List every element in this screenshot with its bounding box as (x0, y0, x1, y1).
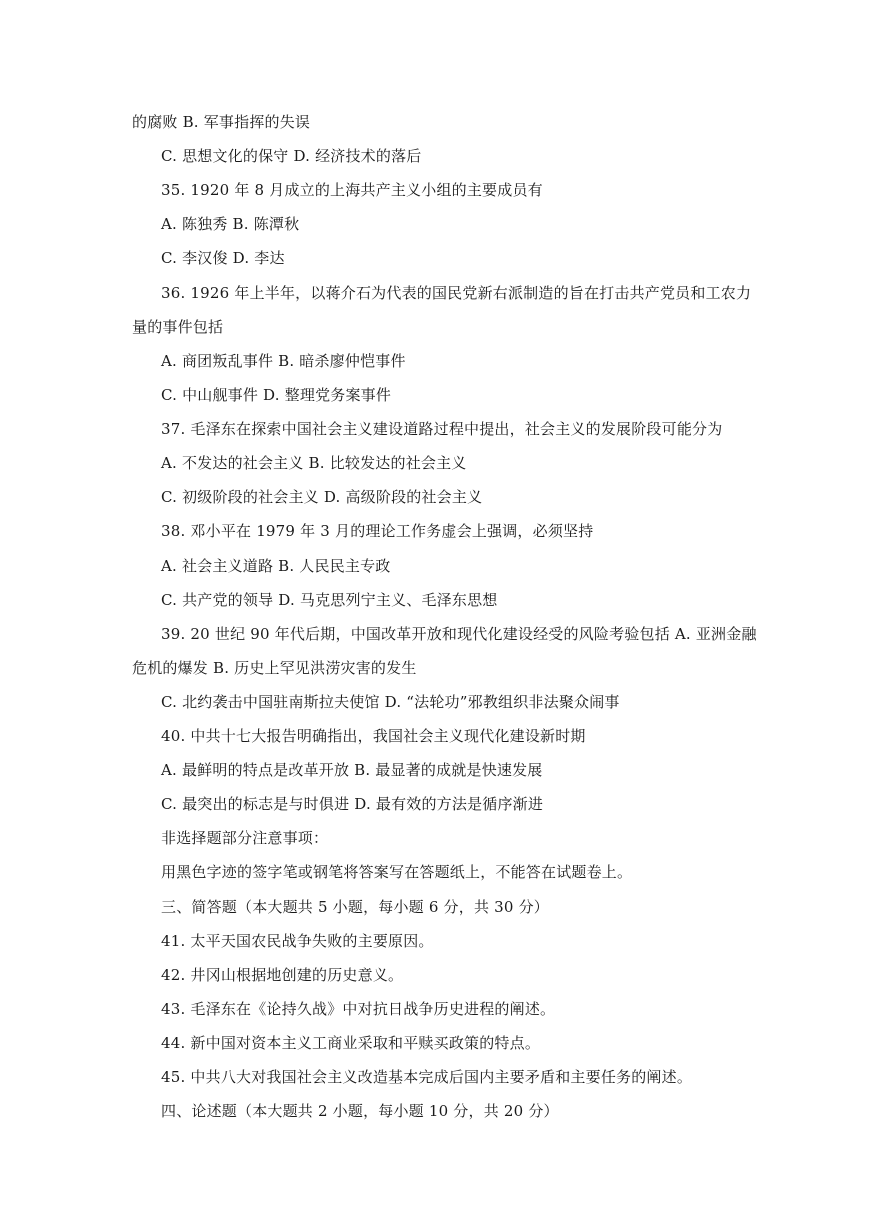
section-heading-short-answer: 三、简答题（本大题共 5 小题，每小题 6 分，共 30 分） (161, 898, 549, 916)
text-line: C. 初级阶段的社会主义 D. 高级阶段的社会主义 (161, 488, 483, 506)
question-42: 42. 井冈山根据地创建的历史意义。 (161, 966, 404, 984)
question-36: 36. 1926 年上半年，以蒋介石为代表的国民党新右派制造的旨在打击共产党员和工农力 (161, 284, 752, 302)
text-line: A. 商团叛乱事件 B. 暗杀廖仲恺事件 (161, 352, 406, 370)
text-line: C. 中山舰事件 D. 整理党务案事件 (161, 386, 392, 404)
text-line: A. 不发达的社会主义 B. 比较发达的社会主义 (161, 454, 467, 472)
question-35: 35. 1920 年 8 月成立的上海共产主义小组的主要成员有 (161, 181, 543, 199)
text-line: C. 最突出的标志是与时俱进 D. 最有效的方法是循序渐进 (161, 795, 544, 813)
text-line: A. 最鲜明的特点是改革开放 B. 最显著的成就是快速发展 (161, 761, 543, 779)
section-note-text: 用黑色字迹的签字笔或钢笔将答案写在答题纸上，不能答在试题卷上。 (161, 863, 633, 881)
question-41: 41. 太平天国农民战争失败的主要原因。 (161, 932, 434, 950)
question-40: 40. 中共十七大报告明确指出，我国社会主义现代化建设新时期 (161, 727, 586, 745)
text-line: C. 思想文化的保守 D. 经济技术的落后 (161, 147, 422, 165)
question-38: 38. 邓小平在 1979 年 3 月的理论工作务虚会上强调，必须坚持 (161, 522, 594, 540)
text-line: 的腐败 B. 军事指挥的失误 (132, 113, 311, 131)
text-line: C. 李汉俊 D. 李达 (161, 249, 285, 267)
question-43: 43. 毛泽东在《论持久战》中对抗日战争历史进程的阐述。 (161, 1000, 556, 1018)
question-37: 37. 毛泽东在探索中国社会主义建设道路过程中提出，社会主义的发展阶段可能分为 (161, 420, 723, 438)
section-note-heading: 非选择题部分注意事项： (161, 829, 329, 847)
text-line: 危机的爆发 B. 历史上罕见洪涝灾害的发生 (132, 659, 417, 677)
question-45: 45. 中共八大对我国社会主义改造基本完成后国内主要矛盾和主要任务的阐述。 (161, 1068, 693, 1086)
text-line: C. 北约袭击中国驻南斯拉夫使馆 D. “法轮功”邪教组织非法聚众闹事 (161, 693, 620, 711)
text-line: A. 陈独秀 B. 陈潭秋 (161, 215, 300, 233)
text-line: 量的事件包括 (132, 318, 224, 336)
question-44: 44. 新中国对资本主义工商业采取和平赎买政策的特点。 (161, 1034, 541, 1052)
question-39: 39. 20 世纪 90 年代后期，中国改革开放和现代化建设经受的风险考验包括 A. 亚洲金融 (161, 625, 757, 643)
text-line: A. 社会主义道路 B. 人民民主专政 (161, 557, 391, 575)
section-heading-essay: 四、论述题（本大题共 2 小题，每小题 10 分，共 20 分） (161, 1102, 559, 1120)
text-line: C. 共产党的领导 D. 马克思列宁主义、毛泽东思想 (161, 591, 498, 609)
